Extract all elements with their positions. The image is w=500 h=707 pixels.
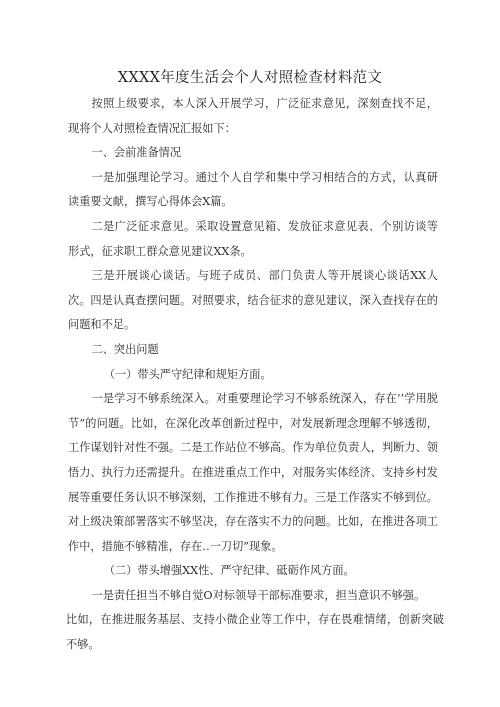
paragraph-heart-talks: 三是开展谈心谈话。与班子成员、部门负责人等开展谈心谈话XX人次。四是认真查摆问题。对照要求，结合征求的意见建议，深入查找存在的问题和不足。 <box>68 269 438 332</box>
document-body <box>66 92 444 658</box>
intro-paragraph: 按照上级要求，本人深入开展学习，广泛征求意见，深刻查找不足，现将个人对照检查情况汇报如下： <box>68 97 438 135</box>
subsection-heading-style: （二）带头增强XX性、严守纪律、砥砺作风方面。 <box>103 564 355 578</box>
paragraph-responsibility: 一是责任担当不够自觉O对标领导干部标准要求，担当意识不够强。 <box>91 588 426 602</box>
section-heading-preparation: 一、会前准备情况 <box>91 146 182 160</box>
subsection-heading-discipline: （一）带头严守纪律和规矩方面。 <box>103 367 272 381</box>
paragraph-solicit-opinions: 二是广泛征求意见。采取设置意见箱、发放征求意见表、个别访谈等形式，征求职工群众意见建议XX条。 <box>68 219 438 258</box>
paragraph-theory-study: 一是加强理论学习。通过个人自学和集中学习相结合的方式，认真研读重要文献，撰写心得体会X篇。 <box>68 170 438 209</box>
document-title: XXXX年度生活会个人对照检查材料范文 <box>117 70 383 86</box>
paragraph-discipline-problems: 一是学习不够系统深入。对重要理论学习不够系统深入，存在’’学用脱节”的问题。比如，在深化改革创新过程中，对发展新理念理解不够透彻，工作谋划针对性不强。二是工作站位不够高。作为单位负责人，判断力、领悟力、执行力还需提升。在推进重点工作中，对服务实体经济、支持乡村发展等重要任务认识不够深刻，工作推进不够有力。三是工作落实不够到位。对上级决策部署落实不够坚决，存在落实不力的问题。比如，在推进各项工作中，措施不够精准，存在‥一刀切”现象。 <box>68 392 438 553</box>
section-heading-problems: 二、突出问题 <box>91 342 159 356</box>
paragraph-example: 比如，在推进服务基层、支持小微企业等工作中，存在畏难情绪，创新突破不够。 <box>66 613 444 652</box>
